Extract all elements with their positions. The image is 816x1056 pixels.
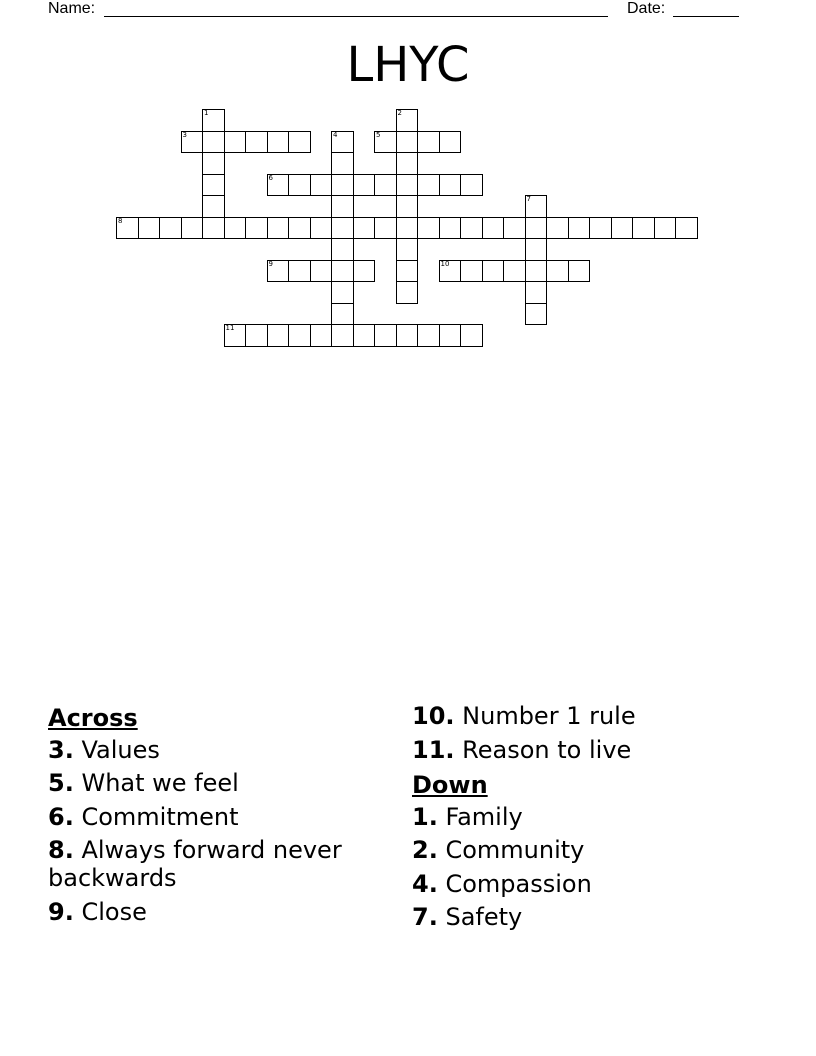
clue-number: 11.	[412, 735, 455, 764]
crossword-cell[interactable]	[267, 217, 290, 240]
crossword-cell[interactable]	[181, 131, 204, 154]
crossword-cell[interactable]	[396, 174, 419, 197]
crossword-cell[interactable]	[202, 131, 225, 154]
crossword-cell[interactable]	[202, 152, 225, 175]
clue-item	[48, 769, 388, 797]
cell-number: 6	[268, 173, 273, 182]
crossword-cell[interactable]	[310, 174, 333, 197]
crossword-cell[interactable]	[267, 260, 290, 283]
crossword-cell[interactable]	[525, 303, 548, 326]
clue-number: 9.	[48, 897, 74, 926]
crossword-cell[interactable]	[353, 260, 376, 283]
crossword-cell[interactable]	[675, 217, 698, 240]
crossword-cell[interactable]	[331, 324, 354, 347]
crossword-cell[interactable]	[138, 217, 161, 240]
clue-text: Number 1 rule	[462, 702, 636, 730]
crossword-cell[interactable]	[331, 303, 354, 326]
crossword-cell[interactable]	[482, 260, 505, 283]
clue-text: Safety	[445, 903, 523, 931]
crossword-cell[interactable]	[460, 324, 483, 347]
crossword-cell[interactable]	[288, 174, 311, 197]
down-heading: Down	[412, 771, 488, 799]
clue-text: Always forward never backwards	[48, 836, 342, 892]
crossword-cell[interactable]	[589, 217, 612, 240]
crossword-cell[interactable]	[503, 260, 526, 283]
crossword-cell[interactable]	[224, 217, 247, 240]
clue-item	[412, 736, 772, 764]
crossword-cell[interactable]	[482, 217, 505, 240]
crossword-cell[interactable]	[439, 217, 462, 240]
crossword-cell[interactable]	[310, 260, 333, 283]
clue-number: 6.	[48, 802, 74, 831]
crossword-cell[interactable]	[396, 152, 419, 175]
crossword-cell[interactable]	[374, 217, 397, 240]
crossword-cell[interactable]	[417, 217, 440, 240]
crossword-cell[interactable]	[267, 131, 290, 154]
crossword-cell[interactable]	[396, 324, 419, 347]
clue-text: Reason to live	[462, 735, 632, 764]
crossword-cell[interactable]	[245, 324, 268, 347]
crossword-cell[interactable]	[353, 174, 376, 197]
crossword-cell[interactable]	[632, 217, 655, 240]
crossword-cell[interactable]	[525, 217, 548, 240]
crossword-cell[interactable]	[202, 174, 225, 197]
clue-item	[412, 836, 772, 864]
crossword-cell[interactable]	[267, 174, 290, 197]
crossword-cell[interactable]	[396, 217, 419, 240]
cell-number: 1	[204, 109, 209, 117]
clue-number: 1.	[412, 802, 438, 831]
crossword-cell[interactable]	[245, 131, 268, 154]
crossword-cell[interactable]	[460, 217, 483, 240]
crossword-cell[interactable]	[525, 260, 548, 283]
clue-number: 3.	[48, 735, 74, 764]
crossword-cell[interactable]	[202, 217, 225, 240]
crossword-cell[interactable]	[116, 217, 139, 240]
crossword-cell[interactable]	[353, 217, 376, 240]
clue-number: 5.	[48, 769, 74, 797]
clue-item	[48, 736, 388, 764]
crossword-cell[interactable]	[396, 109, 419, 132]
clue-item	[48, 898, 388, 926]
clue-number: 4.	[412, 869, 438, 898]
clue-item	[412, 702, 772, 730]
crossword-cell[interactable]	[503, 217, 526, 240]
crossword-cell[interactable]	[202, 195, 225, 218]
crossword-cell[interactable]	[525, 195, 548, 218]
crossword-cell[interactable]	[224, 324, 247, 347]
clue-item	[412, 803, 772, 831]
crossword-cell[interactable]	[417, 174, 440, 197]
crossword-cell[interactable]	[288, 131, 311, 154]
clue-item	[412, 903, 772, 931]
crossword-cell[interactable]	[331, 260, 354, 283]
cell-number: 3	[182, 130, 187, 139]
clue-text: Close	[81, 897, 147, 926]
cell-number: 4	[333, 130, 338, 139]
crossword-cell[interactable]	[396, 131, 419, 154]
crossword-cell[interactable]	[374, 324, 397, 347]
clue-item	[48, 836, 388, 892]
crossword-cell[interactable]	[568, 217, 591, 240]
crossword-cell[interactable]	[417, 131, 440, 154]
crossword-cell[interactable]	[439, 174, 462, 197]
crossword-cell[interactable]	[396, 260, 419, 283]
crossword-grid	[0, 0, 816, 360]
crossword-cell[interactable]	[310, 217, 333, 240]
crossword-cell[interactable]	[439, 131, 462, 154]
crossword-cell[interactable]	[331, 174, 354, 197]
crossword-cell[interactable]	[181, 217, 204, 240]
crossword-cell[interactable]	[331, 152, 354, 175]
clue-text: Compassion	[445, 869, 592, 898]
cell-number: 9	[268, 259, 273, 268]
cell-number: 2	[397, 109, 402, 117]
crossword-cell[interactable]	[331, 238, 354, 261]
crossword-cell[interactable]	[288, 260, 311, 283]
crossword-cell[interactable]	[439, 260, 462, 283]
clue-text: Values	[81, 735, 160, 764]
clues-left-column	[48, 702, 388, 931]
clue-number: 10.	[412, 702, 455, 730]
clue-text: Family	[445, 802, 523, 831]
crossword-cell[interactable]	[224, 131, 247, 154]
crossword-cell[interactable]	[374, 174, 397, 197]
crossword-cell[interactable]	[267, 324, 290, 347]
crossword-cell[interactable]	[396, 281, 419, 304]
crossword-cell[interactable]	[331, 131, 354, 154]
crossword-cell[interactable]	[159, 217, 182, 240]
cell-number: 11	[225, 324, 235, 332]
clue-number: 7.	[412, 903, 438, 931]
clues-right-column	[412, 702, 772, 937]
cell-number: 8	[118, 216, 123, 225]
crossword-cell[interactable]	[310, 324, 333, 347]
clue-item	[412, 870, 772, 898]
crossword-cell[interactable]	[288, 324, 311, 347]
crossword-cell[interactable]	[331, 217, 354, 240]
clue-number: 8.	[48, 836, 74, 864]
crossword-cell[interactable]	[568, 260, 591, 283]
crossword-cell[interactable]	[331, 281, 354, 304]
crossword-cell[interactable]	[525, 281, 548, 304]
date-label: Date:	[627, 0, 666, 17]
clue-text: Community	[445, 836, 585, 864]
crossword-cell[interactable]	[374, 131, 397, 154]
crossword-cell[interactable]	[654, 217, 677, 240]
crossword-cell[interactable]	[331, 195, 354, 218]
crossword-cell[interactable]	[417, 324, 440, 347]
crossword-cell[interactable]	[460, 260, 483, 283]
crossword-cell[interactable]	[611, 217, 634, 240]
cell-number: 7	[526, 195, 531, 203]
cell-number: 5	[376, 130, 381, 139]
crossword-cell[interactable]	[525, 238, 548, 261]
crossword-cell[interactable]	[546, 260, 569, 283]
puzzle-title: LHYC	[346, 37, 470, 93]
crossword-cell[interactable]	[396, 238, 419, 261]
cell-number: 10	[440, 259, 450, 268]
crossword-cell[interactable]	[439, 324, 462, 347]
crossword-cell[interactable]	[460, 174, 483, 197]
crossword-cell[interactable]	[288, 217, 311, 240]
clue-text: What we feel	[81, 769, 239, 797]
clue-item	[48, 803, 388, 831]
crossword-cell[interactable]	[353, 324, 376, 347]
across-heading: Across	[48, 704, 138, 732]
crossword-cell[interactable]	[546, 217, 569, 240]
name-label: Name:	[48, 0, 96, 17]
clue-number: 2.	[412, 836, 438, 864]
clue-text: Commitment	[81, 802, 239, 831]
crossword-cell[interactable]	[396, 195, 419, 218]
crossword-cell[interactable]	[245, 217, 268, 240]
crossword-cell[interactable]	[202, 109, 225, 132]
